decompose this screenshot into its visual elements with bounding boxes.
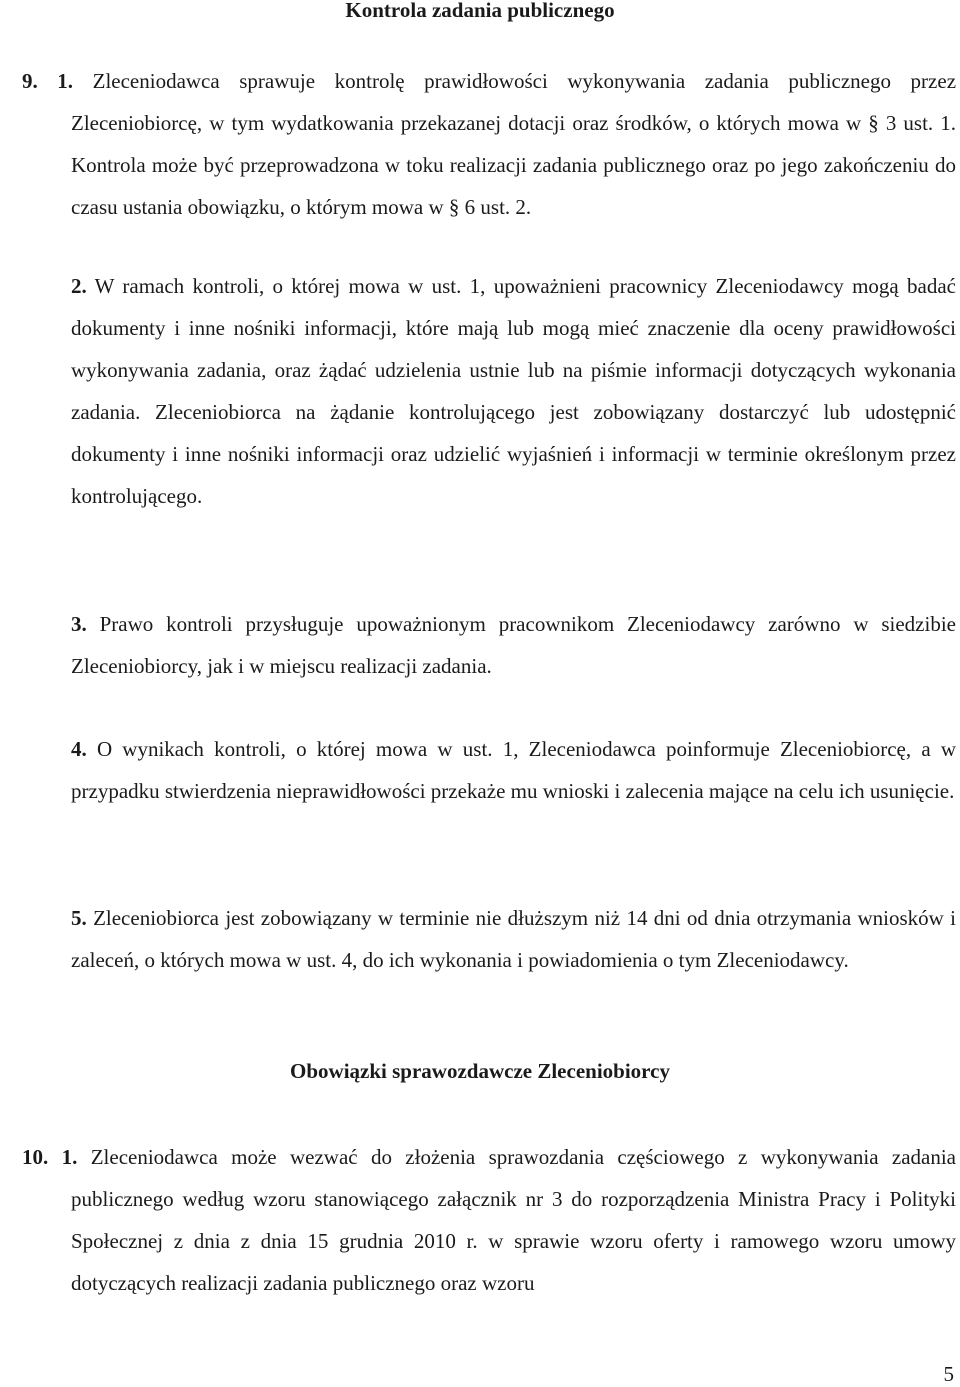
- paragraph-text: Prawo kontroli przysługuje upoważnionym pracownikom Zleceniodawcy zarówno w siedzibie Zleceniobiorcy, jak i w miejscu realizacji zadania.: [71, 612, 956, 678]
- paragraph-9-5: [71, 897, 956, 981]
- section-title-kontrola: Kontrola zadania publicznego: [345, 0, 615, 22]
- paragraph-number: 3.: [71, 612, 87, 636]
- paragraph-text: Zleceniodawca może wezwać do złożenia sprawozdania częściowego z wykonywania zadania publicznego według wzoru stanowiącego załącznik nr 3 do rozporządzenia Ministra Pracy i Polityki Społecznej z dnia z dnia 15 grudnia 2010 r. w sprawie wzoru oferty i ramowego wzoru umowy dotyczących realizacji zadania publicznego oraz wzoru: [71, 1145, 956, 1295]
- page-number: 5: [943, 1362, 954, 1386]
- paragraph-9-3: [71, 603, 956, 687]
- paragraph-9-2: [71, 265, 956, 517]
- paragraph-text: Zleceniobiorca jest zobowiązany w terminie nie dłuższym niż 14 dni od dnia otrzymania wniosków i zaleceń, o których mowa w ust. 4, do ich wykonania i powiadomienia o tym Zleceniodawcy.: [71, 906, 956, 972]
- paragraph-text: Zleceniodawca sprawuje kontrolę prawidłowości wykonywania zadania publicznego przez Zleceniobiorcę, w tym wydatkowania przekazanej dotacji oraz środków, o których mowa w § 3 ust. 1. Kontrola może być przeprowadzona w toku realizacji zadania publicznego oraz po jego zakończeniu do czasu ustania obowiązku, o którym mowa w § 6 ust. 2.: [71, 69, 957, 219]
- paragraph-text: W ramach kontroli, o której mowa w ust. 1, upoważnieni pracownicy Zleceniodawcy mogą badać dokumenty i inne nośniki informacji, które mają lub mogą mieć znaczenie dla oceny prawidłowości wykonywania zadania, oraz żądać udzielenia ustnie lub na piśmie informacji dotyczących wykonania zadania. Zleceniobiorca na żądanie kontrolującego jest zobowiązany dostarczyć lub udostępnić dokumenty i inne nośniki informacji oraz udzielić wyjaśnień i informacji w terminie określonym przez kontrolującego.: [71, 274, 956, 508]
- paragraph-number: 4.: [71, 737, 87, 761]
- paragraph-9-4: [71, 728, 956, 812]
- paragraph-text: O wynikach kontroli, o której mowa w ust. 1, Zleceniodawca poinformuje Zleceniobiorcę, a w przypadku stwierdzenia nieprawidłowości przekaże mu wnioski i zalecenia mające na celu ich usunięcie.: [71, 737, 956, 803]
- paragraph-number: 2.: [71, 274, 87, 298]
- paragraph-9-1: [22, 60, 957, 228]
- paragraph-number: 9. 1.: [22, 69, 74, 93]
- paragraph-number: 10. 1.: [22, 1145, 78, 1169]
- paragraph-10-1: [22, 1136, 956, 1304]
- section-title-obowiazki: Obowiązki sprawozdawcze Zleceniobiorcy: [290, 1059, 670, 1083]
- paragraph-number: 5.: [71, 906, 87, 930]
